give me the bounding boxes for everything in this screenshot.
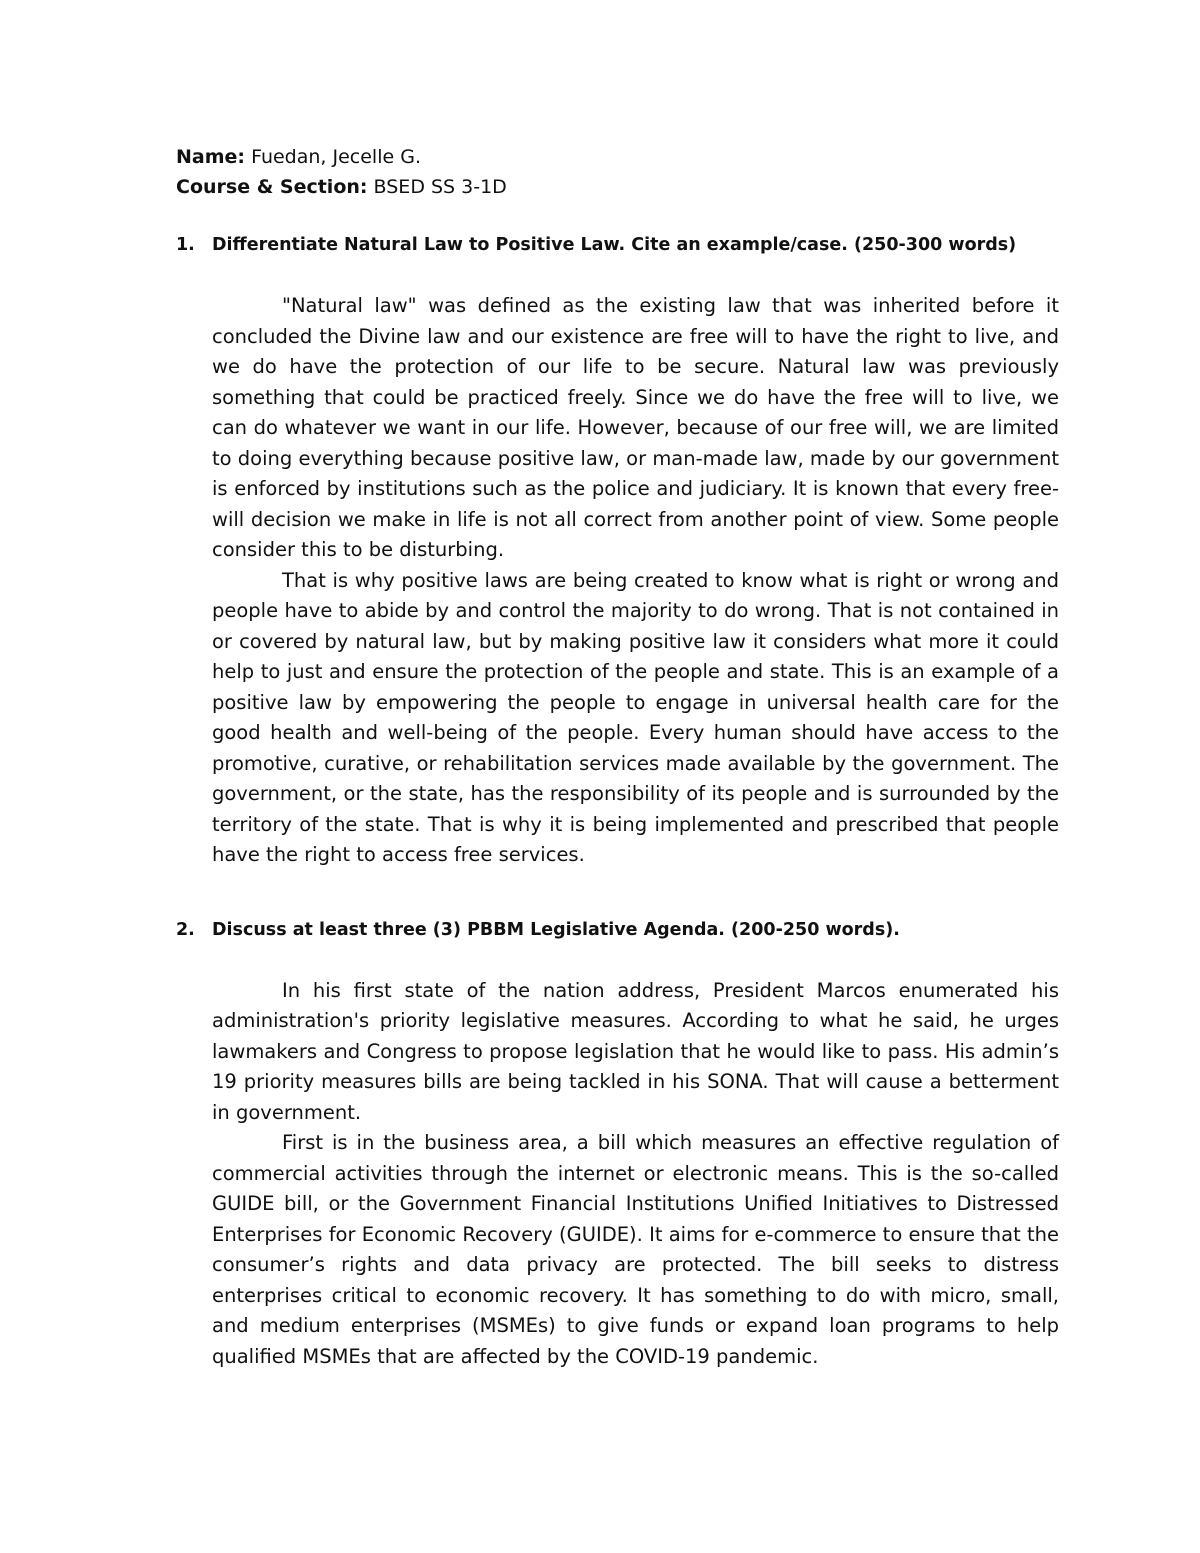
answer-1-paragraph-2: That is why positive laws are being created to know what is right or wrong and people have to abide by and control the majority to do wrong. That is not contained in or covered by natural law, but by making positive law it considers what more it could help to just and ensure the protection of the people and state. This is an example of a positive law by empowering the people to engage in universal health care for the good health and well-being of the people. Every human should have access to the promotive, curative, or rehabilitation services made available by the government. The government, or the state, has the responsibility of its people and is surrounded by the territory of the state. That is why it is being implemented and prescribed that people have the right to access free services. — [212, 568, 1059, 866]
course-line — [176, 172, 1059, 202]
question-2 — [176, 915, 1059, 945]
question-2-number: 2. — [176, 919, 195, 940]
answer-2-paragraph-2: First is in the business area, a bill which measures an effective regulation of commercial activities through the internet or electronic means. This is the so-called GUIDE bill, or the Government Financial Institutions Unified Initiatives to Distressed Enterprises for Economic Recovery (GUIDE). It aims for e-commerce to ensure that the consumer’s rights and data privacy are protected. The bill seeks to distress enterprises critical to economic recovery. It has something to do with micro, small, and medium enterprises (MSMEs) to give funds or expand loan programs to help qualified MSMEs that are affected by the COVID-19 pandemic. — [212, 1131, 1059, 1368]
course-label: Course & Section: — [176, 176, 368, 198]
name-value: Fuedan, Jecelle G. — [251, 146, 421, 168]
question-1 — [176, 230, 1059, 260]
question-1-number: 1. — [176, 235, 195, 255]
answer-2-paragraph-1: In his first state of the nation address, President Marcos enumerated his administration's priority legislative measures. According to what he said, he urges lawmakers and Congress to propose legislation that he would like to pass. His admin’s 19 priority measures bills are being tackled in his SONA. That will cause a betterment in government. — [212, 978, 1059, 1124]
answer-1 — [212, 291, 1059, 871]
course-value: BSED SS 3-1D — [373, 176, 507, 198]
question-1-prompt: Differentiate Natural Law to Positive Law. Cite an example/case. (250-300 words) — [212, 235, 1017, 255]
name-label: Name: — [176, 146, 246, 168]
answer-1-paragraph-1: "Natural law" was defined as the existing law that was inherited before it concluded the Divine law and our existence are free will to have the right to live, and we do have the protection of our life to be secure. Natural law was previously something that could be practiced freely. Since we do have the free will to live, we can do whatever we want in our life. However, because of our free will, we are limited to doing everything because positive law, or man-made law, made by our government is enforced by institutions such as the police and judiciary. It is known that every free-will decision we make in life is not all correct from another point of view. Some people consider this to be disturbing. — [212, 294, 1059, 561]
question-2-prompt: Discuss at least three (3) PBBM Legislative Agenda. (200-250 words). — [212, 919, 900, 940]
name-line — [176, 142, 1059, 172]
answer-2 — [212, 976, 1059, 1373]
